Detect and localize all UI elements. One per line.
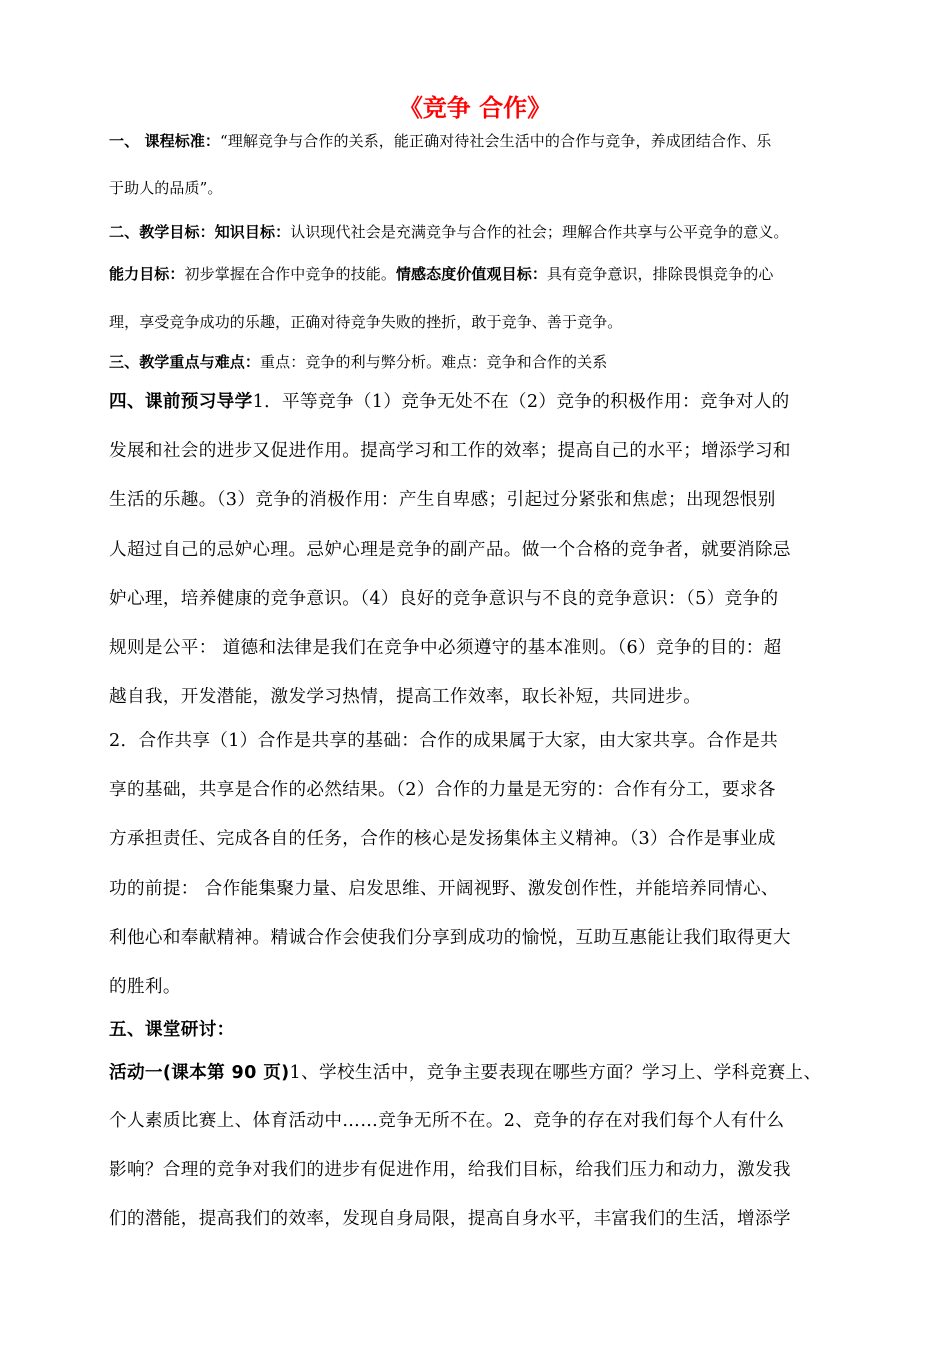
teaching-goals-line-1 <box>109 221 879 243</box>
teaching-goals-line-2 <box>109 263 879 285</box>
class-discussion-heading <box>109 1017 879 1043</box>
course-standard-line-2 <box>109 177 879 199</box>
key-points-text: 重点：竞争的利与弊分析。难点：竞争和合作的关系 <box>260 353 608 371</box>
preview-line-12: 利他心和奉献精神。精诚合作会使我们分享到成功的愉悦，互助互惠能让我们取得更大 <box>109 928 791 948</box>
key-points-line <box>109 351 879 373</box>
preview-line-9: 享的基础，共享是合作的必然结果。（2）合作的力量是无穷的：合作有分工，要求各 <box>109 780 776 800</box>
ability-goal-label: 能力目标： <box>109 265 185 283</box>
teaching-goals-line-3 <box>109 311 879 333</box>
emotion-goal-text-1: 具有竞争意识，排除畏惧竞争的心 <box>546 265 774 283</box>
emotion-goal-text-2: 理，享受竞争成功的乐趣，正确对待竞争失败的挫折，敢于竞争、善于竞争。 <box>109 313 623 331</box>
activity-line-3: 影响？合理的竞争对我们的进步有促进作用，给我们目标，给我们压力和动力，激发我 <box>109 1160 791 1180</box>
activity-line-2: 个人素质比赛上、体育活动中……竞争无所不在。2、竞争的存在对我们每个人有什么 <box>109 1111 785 1131</box>
course-standard-text-1: “理解竞争与合作的关系，能正确对待社会生活中的合作与竞争，养成团结合作、乐 <box>220 132 772 150</box>
preview-line-4: 人超过自己的忌妒心理。忌妒心理是竞争的副产品。做一个合格的竞争者，就要消除忌 <box>109 540 791 560</box>
knowledge-goal-label: 知识目标： <box>214 223 291 241</box>
preview-line-2: 发展和社会的进步又促进作用。提高学习和工作的效率；提高自己的水平；增添学习和 <box>109 441 791 461</box>
preview-line-11: 功的前提： 合作能集聚力量、启发思维、开阔视野、激发创作性，并能培养同情心、 <box>109 879 779 899</box>
preview-line-7: 越自我，开发潜能，激发学习热情，提高工作效率，取长补短，共同进步。 <box>109 687 702 707</box>
teaching-goals-label: 二、教学目标： <box>109 223 215 241</box>
preview-line-5: 妒心理，培养健康的竞争意识。（4）良好的竞争意识与不良的竞争意识：（5）竞争的 <box>109 589 779 609</box>
key-points-label: 三、教学重点与难点： <box>109 353 261 371</box>
preview-line-8: 2．合作共享（1）合作是共享的基础：合作的成果属于大家，由大家共享。合作是共 <box>109 731 779 751</box>
preview-line-10: 方承担责任、完成各自的任务，合作的核心是发扬集体主义精神。（3）合作是事业成 <box>109 829 776 849</box>
document-title: 《竞争 合作》 <box>398 94 552 122</box>
preview-line-6: 规则是公平： 道德和法律是我们在竞争中必须遵守的基本准则。（6）竞争的目的：超 <box>109 638 782 658</box>
ability-goal-text: 初步掌握在合作中竞争的技能。 <box>184 265 396 283</box>
activity-text-1: 1、学校生活中，竞争主要表现在哪些方面？学习上、学科竞赛上、 <box>289 1063 822 1083</box>
knowledge-goal-text: 认识现代社会是充满竞争与合作的社会；理解合作共享与公平竞争的意义。 <box>290 223 789 241</box>
activity-line-4: 们的潜能，提高我们的效率，发现自身局限，提高自身水平，丰富我们的生活，增添学 <box>109 1209 791 1229</box>
class-discussion-label: 五、课堂研讨： <box>109 1020 235 1040</box>
preview-line-13: 的胜利。 <box>109 977 181 997</box>
activity-line-1 <box>109 1060 879 1086</box>
preview-line-1 <box>109 389 879 415</box>
preview-label: 四、课前预习导学 <box>109 392 253 412</box>
emotion-goal-label: 情感态度价值观目标： <box>395 265 547 283</box>
preview-text: 1．平等竞争（1）竞争无处不在（2）竞争的积极作用：竞争对人的 <box>252 392 790 412</box>
course-standard-label: 一、 课程标准： <box>109 132 221 150</box>
course-standard-text-2: 于助人的品质”。 <box>109 179 223 197</box>
activity-one-label: 活动一(课本第 90 页) <box>109 1063 290 1083</box>
preview-line-3: 生活的乐趣。（3）竞争的消极作用：产生自卑感；引起过分紧张和焦虑；出现怨恨别 <box>109 490 776 510</box>
course-standard-line-1 <box>109 130 879 152</box>
